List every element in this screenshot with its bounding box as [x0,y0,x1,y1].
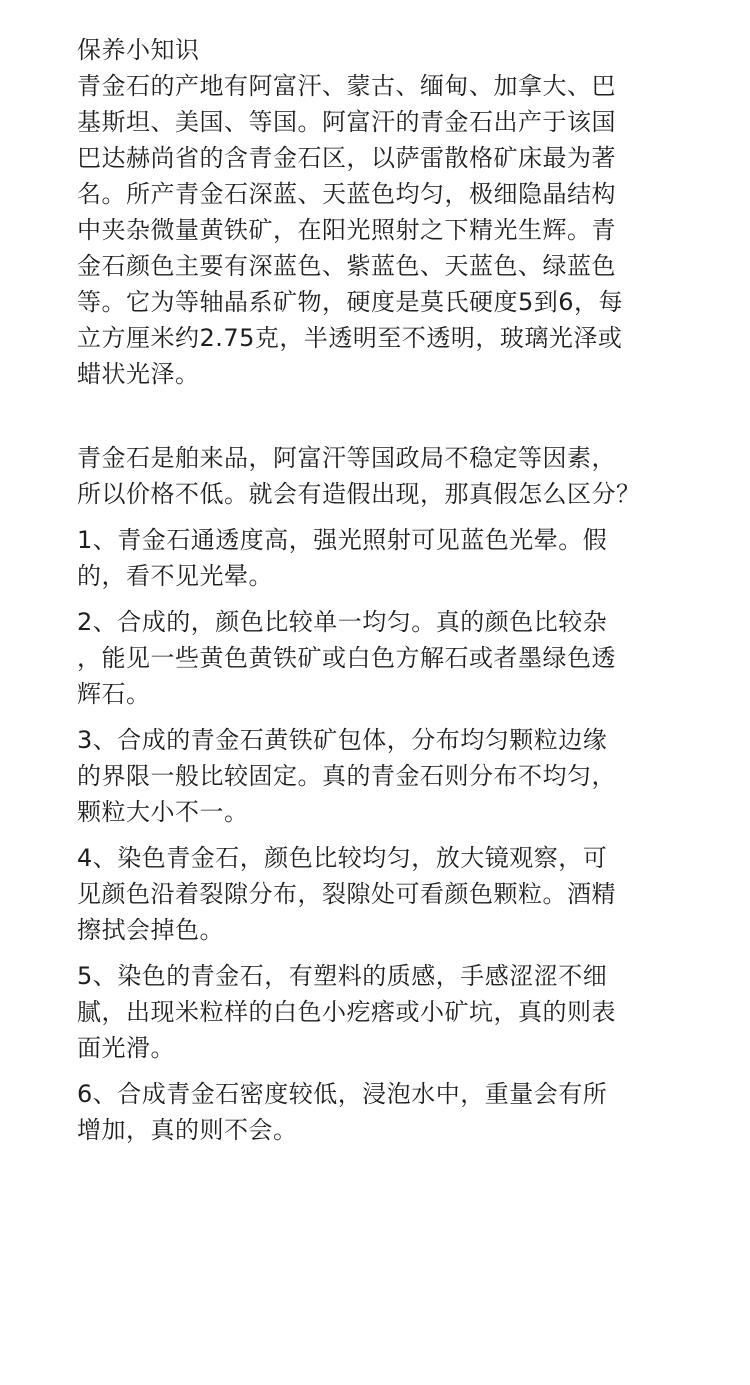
tip-line: 1、青金石通透度高，强光照射可见蓝色光晕。假 [77,526,608,554]
intro-paragraph [77,68,677,392]
tip-item-5 [77,958,677,1066]
tip-item-6 [77,1076,677,1148]
tip-line: 腻，出现米粒样的白色小疙瘩或小矿坑，真的则表 [77,998,616,1026]
intro-line: 青金石的产地有阿富汗、蒙古、缅甸、加拿大、巴 [77,72,616,100]
question-line: 所以价格不低。就会有造假出现，那真假怎么区分？ [77,480,641,508]
intro-line: 名。所产青金石深蓝、天蓝色均匀，极细隐晶结构 [77,180,616,208]
tip-line: 2、合成的，颜色比较单一均匀。真的颜色比较杂 [77,608,608,636]
tip-line: 擦拭会掉色。 [77,916,224,944]
question-line: 青金石是舶来品，阿富汗等国政局不稳定等因素， [77,444,616,472]
article [77,32,677,1158]
intro-line: 基斯坦、美国、等国。阿富汗的青金石出产于该国 [77,108,616,136]
tip-line: 的界限一般比较固定。真的青金石则分布不均匀， [77,762,616,790]
tip-line: 面光滑。 [77,1034,175,1062]
tip-line: ，能见一些黄色黄铁矿或白色方解石或者墨绿色透 [77,644,616,672]
tip-line: 的，看不见光晕。 [77,562,273,590]
intro-line: 巴达赫尚省的含青金石区，以萨雷散格矿床最为著 [77,144,616,172]
intro-line: 金石颜色主要有深蓝色、紫蓝色、天蓝色、绿蓝色 [77,252,616,280]
tip-line: 6、合成青金石密度较低，浸泡水中，重量会有所 [77,1080,608,1108]
intro-line: 立方厘米约2.75克，半透明至不透明，玻璃光泽或 [77,324,623,352]
tip-item-1 [77,522,677,594]
tip-line: 3、合成的青金石黄铁矿包体，分布均匀颗粒边缘 [77,726,608,754]
tip-item-3 [77,722,677,830]
tip-line: 辉石。 [77,680,151,708]
tip-line: 5、染色的青金石，有塑料的质感，手感涩涩不细 [77,962,608,990]
question-paragraph [77,440,677,512]
intro-line: 等。它为等轴晶系矿物，硬度是莫氏硬度5到6，每 [77,288,624,316]
article-title: 保养小知识 [77,36,200,64]
paragraph-spacer [77,392,677,440]
tip-line: 见颜色沿着裂隙分布，裂隙处可看颜色颗粒。酒精 [77,880,616,908]
intro-line: 蜡状光泽。 [77,360,200,388]
intro-line: 中夹杂微量黄铁矿，在阳光照射之下精光生辉。青 [77,216,616,244]
tip-line: 颗粒大小不一。 [77,798,249,826]
tip-line: 增加，真的则不会。 [77,1116,298,1144]
tip-item-2 [77,604,677,712]
tip-item-4 [77,840,677,948]
tip-line: 4、染色青金石，颜色比较均匀，放大镜观察，可 [77,844,608,872]
